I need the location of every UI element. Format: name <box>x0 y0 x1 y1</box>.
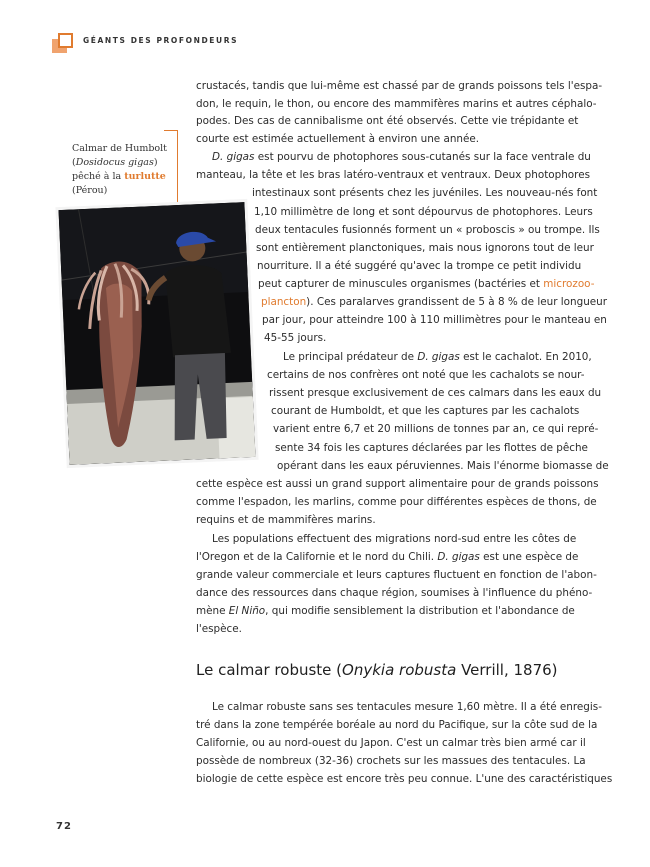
page-number: 72 <box>56 821 72 832</box>
caption-line: Calmar de Humbolt <box>72 143 167 154</box>
text-line: manteau, la tête et les bras latéro-ventraux et ventraux. Deux photophores <box>196 169 591 181</box>
text-line: sont entièrement planctoniques, mais nous ignorons tout de leur <box>256 242 594 254</box>
text-line: 45-55 jours. <box>264 332 327 344</box>
text-line: intestinaux sont présents chez les juvéniles. Les nouveau-nés font <box>252 187 598 199</box>
species-name: D. gigas <box>417 351 460 363</box>
text-line: varient entre 6,7 et 20 millions de tonnes par an, ce qui repré- <box>273 423 599 435</box>
section-heading: Le calmar robuste (Onykia robusta Verrill, 1876) <box>196 661 558 679</box>
text-line: D. gigas est pourvu de photophores sous-cutanés sur la face ventrale du <box>212 151 591 163</box>
text-line: Le calmar robuste sans ses tentacules mesure 1,60 mètre. Il a été enregis- <box>212 701 602 713</box>
species-name: Onykia robusta <box>342 661 457 679</box>
text-line: Le principal prédateur de D. gigas est le cachalot. En 2010, <box>283 351 592 363</box>
text-line: courte est estimée actuellement à environ une année. <box>196 133 480 145</box>
species-name: D. gigas <box>212 151 255 163</box>
text-line: tré dans la zone tempérée boréale au nord du Pacifique, sur la côte sud de la <box>196 719 598 731</box>
text-line: courant de Humboldt, et que les captures par les cachalots <box>271 405 580 417</box>
text-line: grande valeur commerciale et leurs captures fluctuent en fonction de l'abon- <box>196 569 597 581</box>
figure-caption <box>72 142 172 198</box>
text-line: mène El Niño, qui modifie sensiblement la distribution et l'abondance de <box>196 605 575 617</box>
text-line: rissent presque exclusivement de ces calmars dans les eaux du <box>269 387 602 399</box>
text-line: cette espèce est aussi un grand support alimentaire pour de grands poissons <box>196 478 599 490</box>
caption-line: (Pérou) <box>72 185 108 196</box>
text-line: l'Oregon et de la Californie et le nord du Chili. D. gigas est une espèce de <box>196 551 579 563</box>
text-line: don, le requin, le thon, ou encore des mammifères marins et autres céphalo- <box>196 98 597 110</box>
glossary-term: microzoo- <box>543 278 595 290</box>
text-line: requins et de mammifères marins. <box>196 514 376 526</box>
text-line: crustacés, tandis que lui-même est chassé par de grands poissons tels l'espa- <box>196 80 603 92</box>
text-line: deux tentacules fusionnés forment un « proboscis » ou trompe. Ils <box>255 224 600 236</box>
squid-photo <box>59 202 256 465</box>
text-line: certains de nos confrères ont noté que les cachalots se nour- <box>267 369 585 381</box>
text-line: nourriture. Il a été suggéré qu'avec la trompe ce petit individu <box>257 260 582 272</box>
text-line: 1,10 millimètre de long et sont dépourvus de photophores. Leurs <box>254 206 593 218</box>
caption-line: pêché à la turlutte <box>72 171 166 182</box>
text-line: opérant dans les eaux péruviennes. Mais l'énorme biomasse de <box>277 460 609 472</box>
text-line: l'espèce. <box>196 623 242 635</box>
text-line: possède de nombreux (32-36) crochets sur les massues des tentacules. La <box>196 755 586 767</box>
book-logo-icon <box>52 33 76 55</box>
running-title: GÉANTS DES PROFONDEURS <box>83 36 239 45</box>
text-line: par jour, pour atteindre 100 à 110 millimètres pour le manteau en <box>262 314 607 326</box>
text-line: plancton). Ces paralarves grandissent de 5 à 8 % de leur longueur <box>261 296 608 308</box>
text-line: podes. Des cas de cannibalisme ont été observés. Cette vie trépidante et <box>196 115 579 127</box>
text-line: sente 34 fois les captures déclarées par les flottes de pêche <box>275 442 588 454</box>
text-line: peut capturer de minuscules organismes (bactéries et microzoo- <box>258 278 595 290</box>
text-line: comme l'espadon, les marlins, comme pour différentes espèces de thons, de <box>196 496 597 508</box>
species-name: D. gigas <box>437 551 480 563</box>
phenomenon-name: El Niño <box>228 605 266 617</box>
text-line: Californie, ou au nord-ouest du Japon. C'est un calmar très bien armé car il <box>196 737 586 749</box>
text-line: biologie de cette espèce est encore très peu connue. L'une des caractéristiques <box>196 773 613 785</box>
glossary-term: plancton <box>261 296 307 308</box>
caption-line: (Dosidocus gigas) <box>72 157 158 168</box>
glossary-term: turlutte <box>124 171 166 182</box>
text-line: Les populations effectuent des migrations nord-sud entre les côtes de <box>212 533 577 545</box>
text-line: dance des ressources dans chaque région, soumises à l'influence du phéno- <box>196 587 593 599</box>
species-name: Dosidocus gigas <box>75 157 154 168</box>
